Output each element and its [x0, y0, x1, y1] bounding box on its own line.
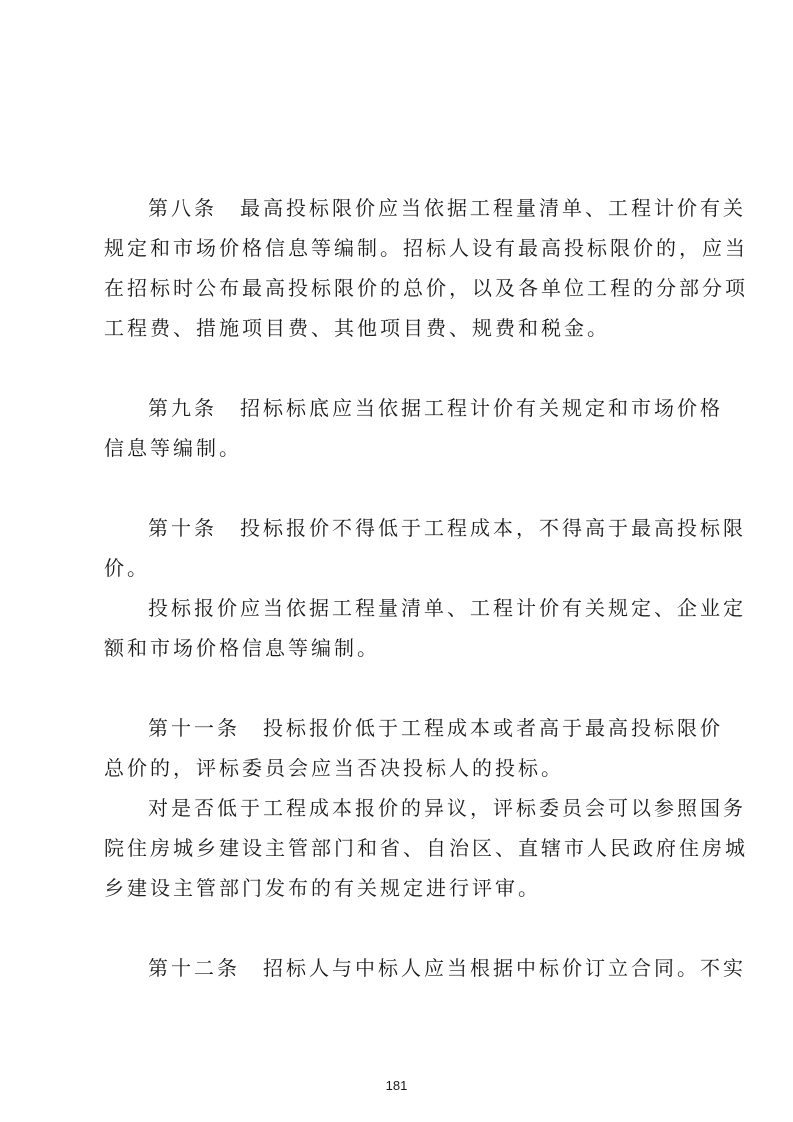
paragraph-line: 第十一条 投标报价低于工程成本或者高于最高投标限价 — [148, 716, 723, 740]
paragraph-line: 第十二条 招标人与中标人应当根据中标价订立合同。不实 — [148, 956, 746, 980]
paragraph-line: 信息等编制。 — [104, 436, 242, 460]
paragraph-line: 第十条 投标报价不得低于工程成本，不得高于最高投标限 — [148, 516, 746, 540]
paragraph-line: 价。 — [104, 556, 150, 580]
page-number: 181 — [385, 1078, 408, 1093]
paragraph-line: 院住房城乡建设主管部门和省、自治区、直辖市人民政府住房城 — [104, 836, 748, 860]
paragraph-line: 额和市场价格信息等编制。 — [104, 636, 380, 660]
paragraph-line: 规定和市场价格信息等编制。招标人设有最高投标限价的，应当 — [104, 236, 748, 260]
paragraph-line: 第九条 招标标底应当依据工程计价有关规定和市场价格 — [148, 396, 723, 420]
paragraph-line: 第八条 最高投标限价应当依据工程量清单、工程计价有关 — [148, 196, 746, 220]
paragraph-line: 在招标时公布最高投标限价的总价，以及各单位工程的分部分项 — [104, 276, 748, 300]
paragraph-line: 投标报价应当依据工程量清单、工程计价有关规定、企业定 — [148, 596, 746, 620]
paragraph-line: 总价的，评标委员会应当否决投标人的投标。 — [104, 756, 564, 780]
paragraph-line: 对是否低于工程成本报价的异议，评标委员会可以参照国务 — [148, 796, 746, 820]
paragraph-line: 工程费、措施项目费、其他项目费、规费和税金。 — [104, 316, 610, 340]
paragraph-line: 乡建设主管部门发布的有关规定进行评审。 — [104, 876, 541, 900]
